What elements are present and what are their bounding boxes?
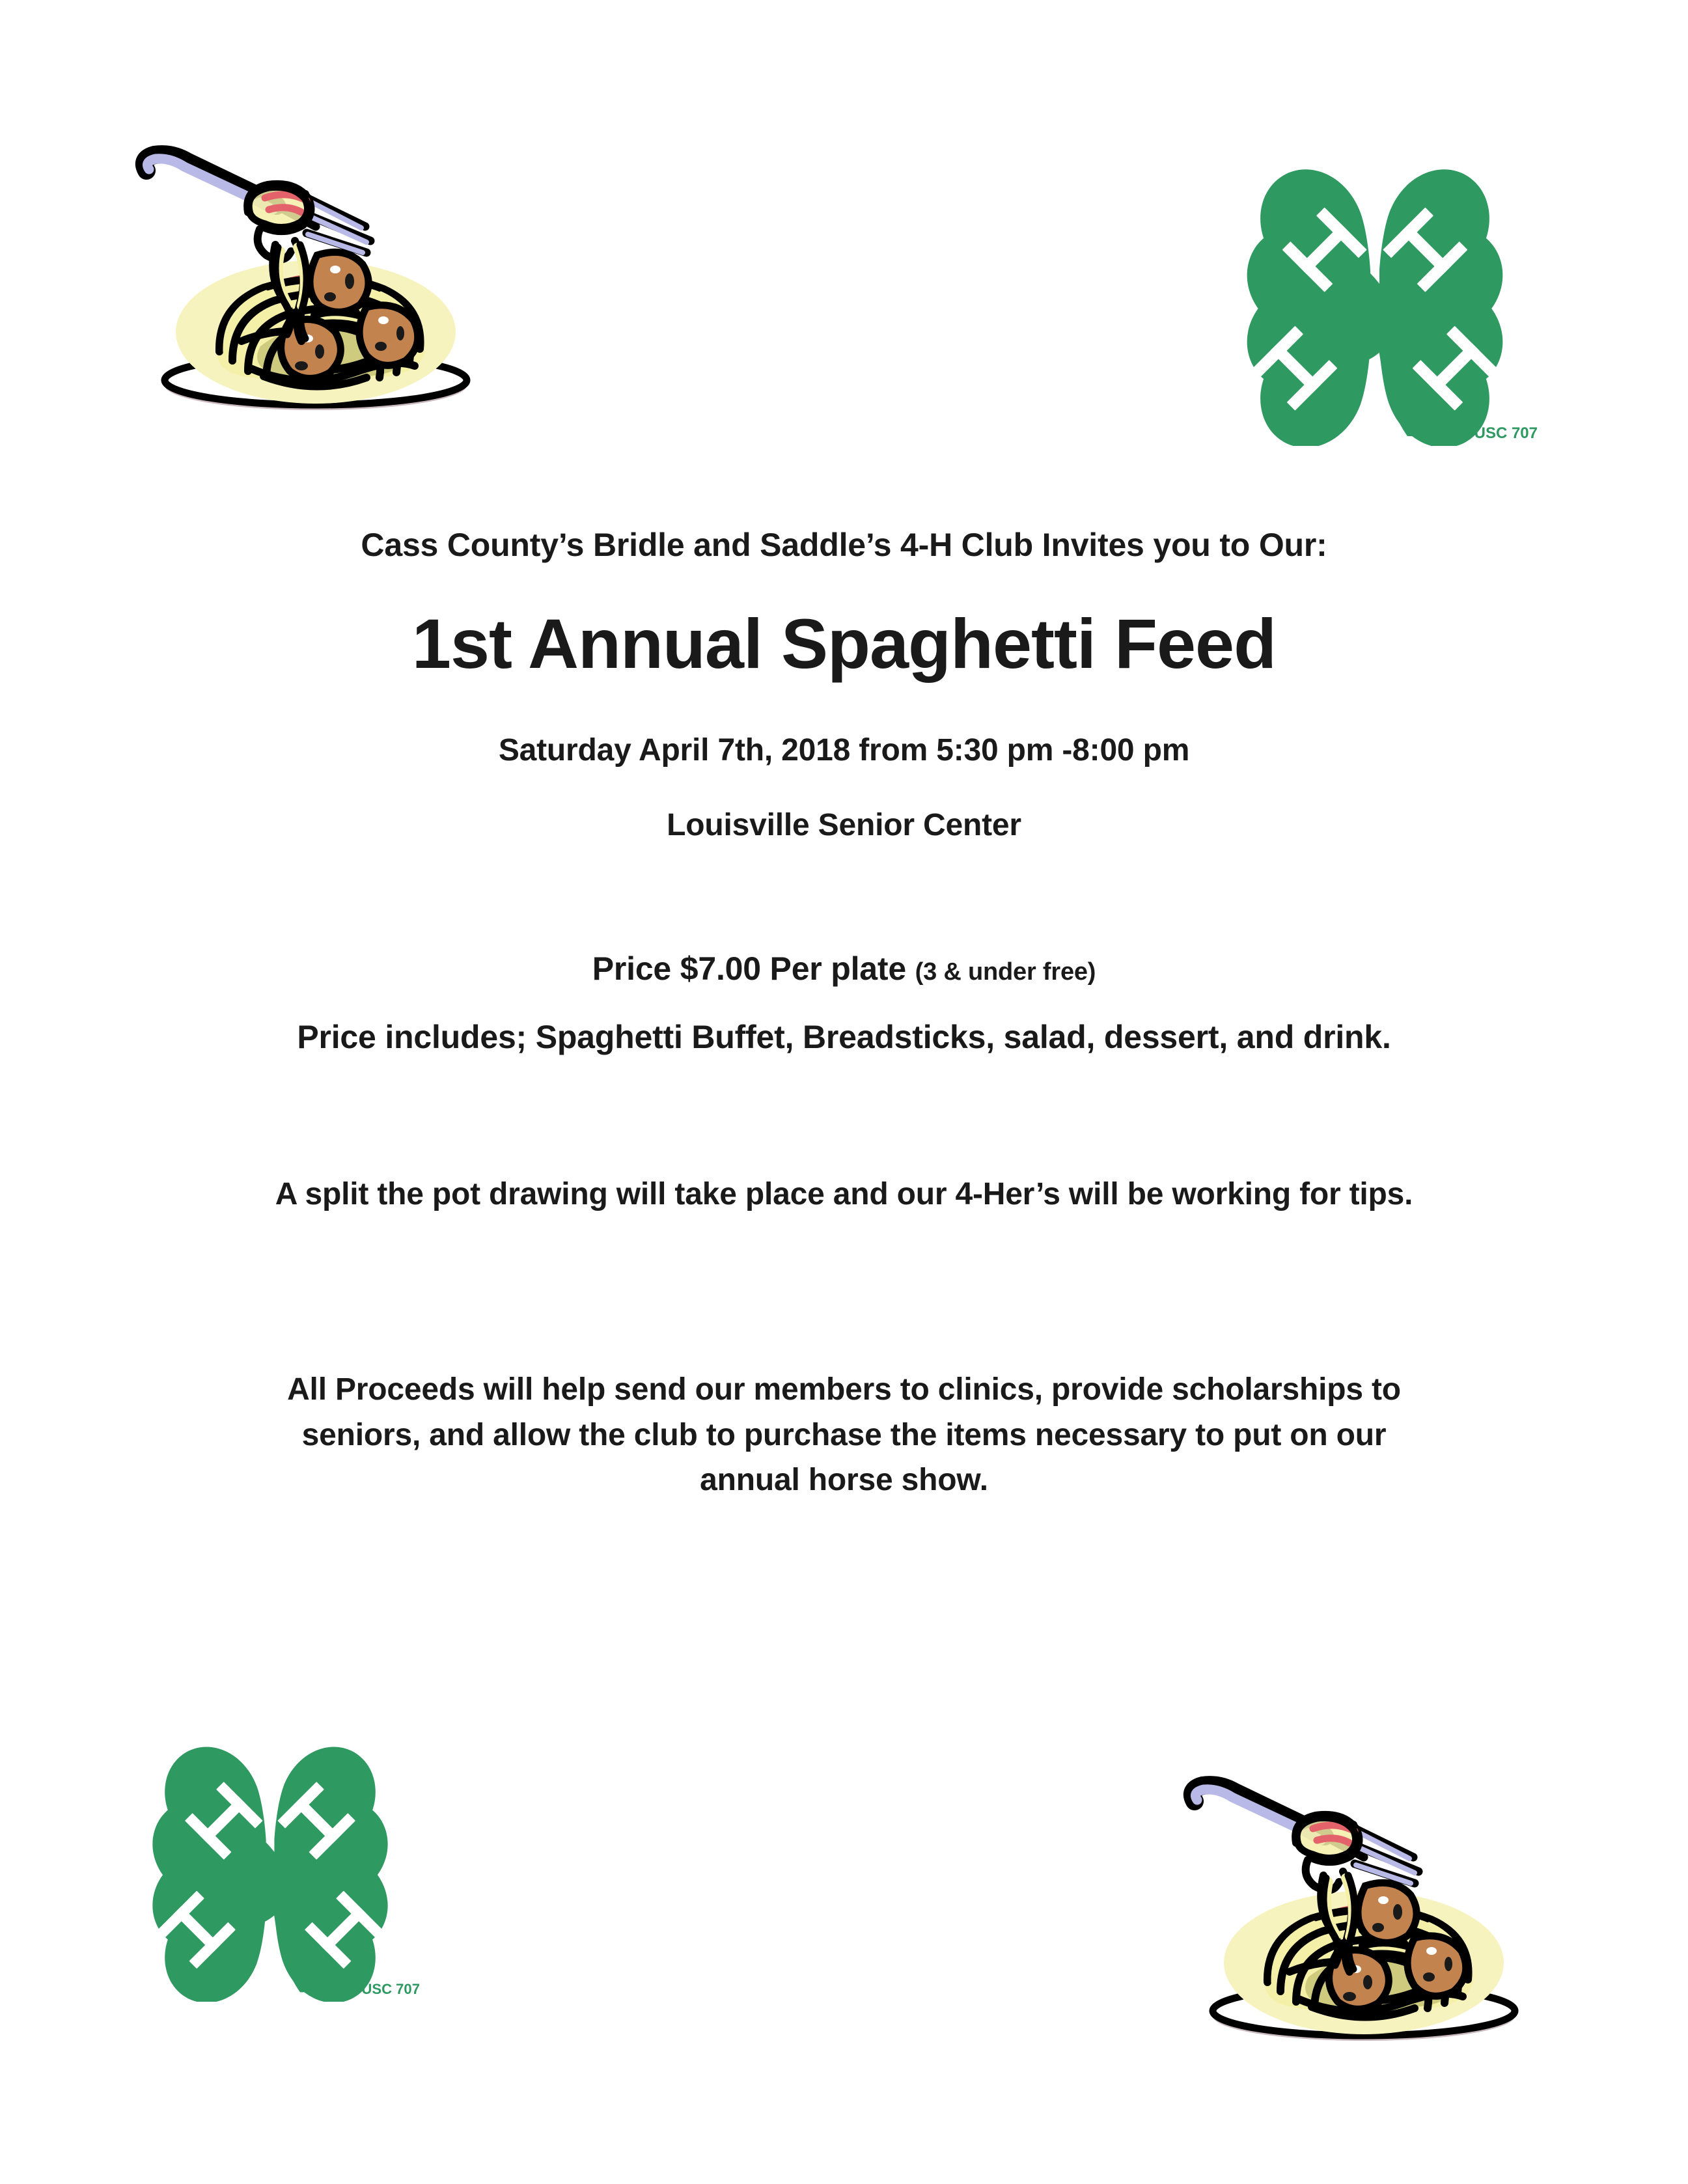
clover-usc-mark: 18 USC 707 bbox=[1452, 424, 1538, 442]
price-line bbox=[0, 950, 1688, 988]
price-main: Price $7.00 Per plate bbox=[592, 950, 915, 987]
page-title: 1st Annual Spaghetti Feed bbox=[411, 604, 1277, 683]
event-datetime: Saturday April 7th, 2018 from 5:30 pm -8:00 pm bbox=[498, 733, 1190, 767]
spaghetti-clipart-top-left bbox=[120, 117, 498, 417]
four-h-clover-logo-bottom-left bbox=[120, 1689, 420, 2002]
invite-line: Cass County’s Bridle and Saddle’s 4-H Club Invites you to Our: bbox=[361, 527, 1327, 563]
event-venue: Louisville Senior Center bbox=[667, 808, 1021, 842]
proceeds-paragraph: All Proceeds will help send our members to clinics, provide scholarships to seniors, and allow the club to purchase the items necessary to put on our annual horse show. bbox=[287, 1372, 1401, 1498]
price-includes-line: Price includes; Spaghetti Buffet, Breadsticks, salad, dessert, and drink. bbox=[297, 1019, 1391, 1055]
price-note: (3 & under free) bbox=[915, 958, 1096, 986]
spaghetti-clipart-bottom-right bbox=[1169, 1748, 1546, 2047]
four-h-clover-logo-top-right bbox=[1212, 107, 1538, 446]
clover-usc-mark: 18 USC 707 bbox=[341, 1981, 420, 1998]
split-the-pot-paragraph: A split the pot drawing will take place and our 4-Her’s will be working for tips. bbox=[275, 1177, 1413, 1211]
